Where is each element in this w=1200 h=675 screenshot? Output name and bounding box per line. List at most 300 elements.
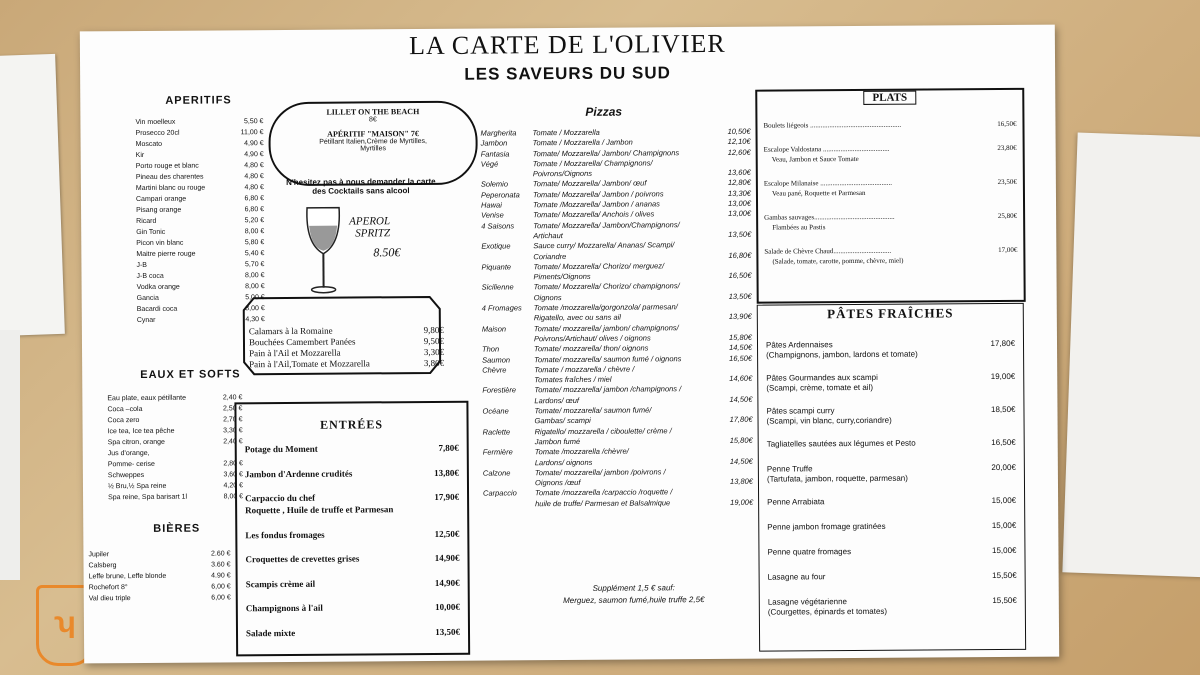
entree-item-name: Champignons à l'ail [245, 602, 323, 614]
plat-item [758, 211, 1023, 233]
snack-item-name: Pain à l'Ail et Mozzarella [249, 347, 341, 359]
biere-item-price: 6,00 € [211, 583, 231, 591]
pizza-name: Venise [481, 210, 504, 220]
aperitif-item-name: Vodka orange [136, 283, 180, 292]
aperitif-item [136, 182, 264, 194]
pizza-name: Peperonata [480, 190, 520, 200]
pate-item-price: 15,50€ [992, 570, 1017, 581]
entrees-list [237, 442, 468, 639]
plat-item [758, 177, 1023, 199]
spritz-label [349, 215, 390, 239]
entree-item-price: 17,90€ [434, 491, 460, 502]
pizzas-heading: Pizzas [585, 104, 623, 119]
pizza-name [482, 375, 534, 386]
pizza-name: Hawai [480, 200, 502, 210]
entree-item-name: Potage du Moment [244, 443, 318, 455]
pizza-desc: Gambas/ scampi [534, 416, 591, 426]
aperitif-item-name: Bacardi coca [136, 305, 178, 314]
pizza-desc: Sauce curry/ Mozzarella/ Ananas/ Scampi/ [533, 240, 675, 251]
snack-item-price: 3,80€ [423, 357, 445, 369]
pizza-desc: Oignons [533, 292, 562, 302]
plats-list [757, 119, 1023, 267]
pizza-row [483, 497, 753, 509]
aperitif-item-price: 5,50 € [243, 118, 264, 126]
biere-item-price: 6,00 € [211, 594, 231, 602]
soft-item-price: 2,40 € [223, 438, 243, 446]
aperitif-item [136, 259, 264, 271]
biere-item-name: Calsberg [88, 562, 117, 570]
pizza-name [482, 314, 534, 325]
aperitif-item-name: Martini blanc ou rouge [135, 184, 206, 193]
entree-item [237, 466, 467, 480]
plat-item-line [763, 119, 1016, 131]
pate-item-price: 20,00€ [991, 462, 1016, 473]
pizza-name: Végé [480, 159, 499, 169]
aperitif-item-price: 4,80 € [244, 184, 264, 192]
spritz-price: 8.50€ [373, 245, 401, 260]
pizza-price: 14,60€ [729, 373, 753, 384]
cocktail-note [261, 177, 461, 196]
aperitif-item-name: Pisang orange [136, 206, 182, 215]
aperitif-item-name: Kir [135, 151, 145, 160]
entree-item [237, 552, 467, 566]
pate-item-name: Lasagne végétarienne [767, 597, 848, 607]
pate-item [758, 405, 1023, 427]
pizza-price [717, 158, 751, 169]
entree-item-name: Croquettes de crevettes grises [245, 553, 360, 565]
pate-item [758, 372, 1023, 394]
aperitif-item [135, 116, 263, 128]
pizza-price [719, 425, 753, 436]
pizza-name: Calzone [482, 468, 511, 478]
pizza-price: 12,60€ [727, 147, 751, 157]
pizza-name: Raclette [482, 427, 511, 437]
soft-item-name: Schweppes [107, 471, 145, 480]
pizza-price [718, 322, 752, 333]
plat-item [758, 245, 1023, 267]
pizza-desc: Tomate/ Mozzarella/ Chorizo/ champignons/ [533, 281, 680, 292]
pate-item-line [767, 438, 1016, 450]
pizza-price: 10,50€ [727, 126, 751, 136]
plat-item [757, 119, 1022, 131]
pate-item-name: Tagliatelles sautées aux légumes et Pesto [766, 438, 916, 449]
aperitif-item [136, 204, 264, 216]
entrees-heading: ENTRÉES [319, 417, 384, 432]
pizza-desc: Tomate/ mozzarella/ thon/ oignons [534, 343, 649, 354]
pizza-price: 14,50€ [729, 456, 753, 466]
plat-item-name: Gambas sauvages.............................................. [764, 212, 895, 222]
entree-item-name: Scampis crème ail [245, 578, 316, 589]
aperitif-item-price: 11,00 € [240, 129, 264, 137]
pizza-desc: Tomate /mozzarella /carpaccio /roquette / [535, 487, 673, 498]
pizza-price: 14,50€ [729, 394, 753, 404]
snack-item-price: 9,50€ [423, 335, 445, 347]
pate-item [758, 339, 1023, 361]
aperitif-item [136, 149, 264, 161]
pizza-desc: Tomate/ Mozzarella/ Jambon / poivrons [532, 189, 664, 200]
entrees-box [234, 401, 470, 657]
aperitif-item-price: 8,00 € [244, 228, 265, 236]
pate-item-price: 15,00€ [991, 545, 1017, 556]
watermark-logo-icon: ʮ [36, 585, 94, 666]
pizza-price [719, 446, 753, 457]
pate-item-desc: (Scampi, vin blanc, curry,coriandre) [766, 415, 892, 426]
lillet-oval [268, 101, 478, 186]
entree-item [238, 625, 468, 639]
pizza-price: 15,80€ [728, 332, 752, 342]
pizza-name [482, 272, 534, 283]
pizza-name: Maison [481, 324, 507, 334]
soft-item-price: 2,40 € [222, 394, 243, 402]
pizza-desc: Jambon fumé [534, 436, 581, 447]
aperitif-item-price: 4,30 € [245, 316, 265, 324]
pizza-name: Fantasia [480, 149, 510, 159]
aperitif-item-name: Cynar [136, 316, 156, 325]
pizza-desc: Tomate/ Mozzarella/ Chorizo/ merguez/ [533, 261, 665, 272]
aperitif-item-name: Picon vin blanc [136, 239, 184, 248]
pizza-price [718, 384, 752, 395]
pizza-desc: Tomate/ mozzarella/ saumon fumé / oignons [534, 353, 682, 364]
supplement-line-2: Merguez, saumon fumé,huile truffe 2,5€ [563, 595, 705, 606]
pizza-name [483, 437, 535, 448]
pizza-price [717, 261, 751, 272]
pizza-name: Carpaccio [483, 488, 517, 498]
pizza-desc: Piments/Oignons [533, 272, 591, 282]
soft-item-price: 2,80 € [223, 460, 243, 468]
plat-item-desc: Veau, Jambon et Sauce Tomate [771, 154, 859, 164]
aperitif-item [136, 171, 264, 183]
biere-item-price: 2.60 € [210, 550, 231, 558]
pizza-name: Jambon [480, 138, 508, 148]
cocktail-note-line-1: N'hesitez pas à nous demander la carte [286, 176, 436, 187]
pizza-desc: Tomate /mozzarella/gorgonzola/ parmesan/ [533, 302, 678, 313]
aperitif-item-price: 5,70 € [244, 261, 265, 269]
pizza-desc: Tomate / Mozzarella/ Champignons/ [532, 158, 653, 169]
pizza-price: 12,80€ [727, 178, 751, 188]
pizza-desc: Tomate/ mozzarella/ jambon /champignons / [534, 384, 682, 395]
entree-item-price: 12,50€ [434, 528, 460, 539]
pizza-name: Fermière [482, 447, 513, 457]
aperitif-item-price: 8,00 € [245, 283, 265, 291]
entree-item-extra-text: Roquette , Huile de truffe et Parmesan [245, 504, 394, 516]
plat-item-name: Escalope Valdostana ...................................... [763, 144, 890, 154]
pate-item-price: 18,50€ [990, 404, 1016, 415]
pizzas-list [480, 127, 753, 510]
aperitif-item-name: Pineau des charentes [135, 173, 204, 182]
aperitif-item-price: 5,00 € [245, 294, 265, 302]
soft-item-name: ½ Bru,½ Spa reine [107, 482, 167, 491]
pizza-desc: Rigatello, avec ou sans ail [533, 312, 621, 323]
pate-item-line [767, 496, 1016, 508]
menu-subtitle: LES SAVEURS DU SUD [464, 63, 671, 84]
aperitif-item-price: 6,80 € [244, 206, 265, 214]
snacks-list [249, 325, 444, 370]
aperitif-item-name: Gin Tonic [136, 228, 166, 237]
spritz-line-2: SPRITZ [355, 227, 391, 240]
pizza-name [482, 293, 534, 304]
biere-item-name: Jupiler [88, 551, 110, 559]
lillet-title: LILLET ON THE BEACH [326, 107, 420, 117]
pate-item-name: Penne jambon fromage gratinées [767, 521, 886, 532]
pizza-name: Piquante [481, 262, 512, 272]
maison-desc-2: Myrtilles [360, 145, 386, 153]
pizza-price [719, 467, 753, 478]
aperitif-item [136, 193, 264, 205]
soft-item-price: 2,70 € [223, 416, 243, 424]
menu-title: LA CARTE DE L'OLIVIER [409, 28, 726, 61]
aperitif-item [137, 281, 265, 293]
pizza-price: 13,30€ [727, 188, 751, 198]
pizza-desc: Tomate/ Mozzarella/ Jambon/Champignons/ [533, 219, 680, 230]
soft-item-name: Spa reine, Spa barisart 1l [108, 493, 188, 502]
pizza-desc: Tomate/ Mozzarella/ Anchois / olives [533, 209, 655, 220]
pate-item-line [767, 521, 1016, 533]
aperitif-item-price: 4,90 € [244, 140, 264, 148]
aperitif-item-name: J-B [136, 261, 147, 270]
biere-item-name: Leffe brune, Leffe blonde [88, 572, 167, 581]
napkin [1062, 133, 1200, 578]
entree-item-name: Jambon d'Ardenne crudités [244, 468, 353, 479]
snack-item-price: 3,30€ [423, 346, 445, 358]
biere-item-price: 4.90 € [211, 572, 231, 580]
aperitif-item [136, 237, 264, 249]
pizza-desc: Poivrons/Oignons [532, 169, 593, 179]
aperitif-maison: APÉRITIF "MAISON" 7€ [327, 129, 419, 139]
plat-item-price: 23,80€ [997, 143, 1017, 153]
pizza-desc: Tomate / Mozzarella [532, 127, 600, 138]
pate-item-desc: (Courgettes, épinards et tomates) [767, 606, 888, 617]
pizza-price: 13,60€ [727, 167, 751, 178]
pizza-price: 13,80€ [729, 476, 753, 486]
pizza-name: Saumon [482, 354, 511, 365]
pate-item-price: 19,00€ [990, 371, 1016, 382]
pizza-name: Chèvre [482, 365, 507, 375]
pate-item-desc: (Tartufata, jambon, roquette, parmesan) [766, 473, 908, 484]
pizza-price [718, 302, 752, 313]
plat-item-price: 23,50€ [997, 177, 1017, 187]
pizza-name [482, 334, 534, 345]
menu-sheet [80, 25, 1059, 664]
pizza-desc: Tomate/ Mozzarella/ Jambon/ Champignons [532, 147, 680, 158]
pizza-name [483, 458, 535, 469]
plat-item [758, 143, 1023, 165]
pate-item-name: Lasagne au four [767, 572, 826, 582]
entree-item [238, 576, 468, 590]
pate-item-price: 15,00€ [991, 520, 1017, 531]
soft-item-name: Jus d'orange, [107, 449, 150, 458]
snack-item [249, 358, 444, 370]
entree-item-name: Carpaccio du chef [245, 492, 316, 504]
entree-item-price: 14,90€ [434, 577, 460, 588]
entree-item-price: 14,90€ [434, 552, 460, 563]
aperitif-item-name: J-B coca [136, 272, 164, 281]
pizza-price: 12,10€ [727, 137, 751, 147]
pizza-desc: Tomate /mozzarella /chèvre/ [534, 446, 629, 457]
pizza-desc: Artichaut [533, 231, 563, 241]
pizza-price: 13,90€ [728, 312, 752, 322]
pizza-desc: Coriandre [533, 251, 567, 261]
aperitif-item-name: Gancia [136, 294, 159, 303]
pizza-price [718, 281, 752, 292]
pizza-desc: Lardons/ oignons [534, 457, 593, 467]
soft-item-price: 3,30 € [223, 427, 243, 435]
aperitif-item-name: Moscato [135, 140, 163, 149]
wine-glass-icon [303, 204, 344, 296]
pate-item-name: Pâtes Ardennaises [765, 340, 833, 350]
soft-item-price: 3,60 € [223, 471, 243, 479]
pizza-desc: Tomate/ mozzarella/ saumon fumé/ [534, 405, 652, 416]
supplement-line-1: Supplément 1,5 € sauf: [592, 583, 675, 593]
entree-item-name: Salade mixte [245, 627, 296, 638]
aperitif-item-name: Maitre pierre rouge [136, 250, 196, 259]
pizza-desc: Tomate/ mozzarella/ jambon/ champignons/ [533, 322, 679, 333]
pate-item-name: Penne Arrabiata [767, 497, 825, 507]
pizza-desc: Tomate /Mozzarella/ Jambon / ananas [532, 199, 660, 210]
plat-item-desc: Veau pané, Roquette et Parmesan [771, 188, 866, 198]
biere-item-name: Val dieu triple [88, 595, 131, 603]
softs-heading: EAUX ET SOFTS [140, 368, 241, 381]
bieres-heading: BIÈRES [153, 522, 201, 535]
spritz-line-1: APEROL [349, 215, 391, 228]
soft-item-name: Coca –cola [107, 405, 143, 414]
pate-item [760, 571, 1025, 583]
pates-box [757, 303, 1026, 652]
aperitif-item [136, 248, 264, 260]
lillet-price: 8€ [368, 116, 377, 124]
plat-item-name: Escalope Milanaise ......................................... [763, 178, 893, 188]
pates-heading: PÂTES FRAÎCHES [827, 305, 954, 322]
pate-item [760, 596, 1025, 618]
pizza-name [481, 169, 533, 180]
pizza-desc: Tomate / Mozzarella / Jambon [532, 137, 633, 148]
soft-item-name: Spa citron, orange [107, 438, 165, 447]
pates-list [758, 339, 1025, 618]
pizza-price: 17,80€ [729, 415, 753, 425]
aperitif-item-price: 4,90 € [244, 151, 264, 159]
aperitif-item-price: 6,80 € [244, 195, 265, 203]
aperitif-item-name: Campari orange [135, 195, 187, 204]
entree-item-price: 7,80€ [438, 442, 459, 453]
pate-item [759, 438, 1024, 450]
pate-item [759, 463, 1024, 485]
pizza-desc: huile de truffe/ Parmesan et Balsalmique [535, 497, 671, 508]
pizza-name [481, 231, 533, 242]
plats-heading [757, 91, 1022, 105]
pizza-price: 16,50€ [729, 353, 753, 363]
paper-sheet-left [0, 54, 65, 336]
pate-item-price: 17,80€ [990, 338, 1016, 349]
cocktail-note-line-2: des Cocktails sans alcool [312, 186, 410, 196]
biere-item-price: 3.60 € [211, 561, 231, 569]
entree-item-name: Les fondus fromages [245, 529, 325, 540]
plat-item-name: Boulets liégeois .................................................... [763, 120, 902, 130]
snack-item-name: Pain à l'Ail,Tomate et Mozzarella [249, 358, 370, 370]
plat-item-price: 25,80€ [997, 211, 1018, 221]
aperitif-item-price: 5,40 € [244, 250, 265, 258]
pizza-price: 19,00€ [730, 497, 754, 507]
pizza-name: Sicilienne [481, 282, 514, 293]
pizza-desc: Lardons/ œuf [534, 395, 580, 405]
pizza-name [483, 478, 535, 489]
pizza-price [718, 405, 752, 416]
pizza-price: 13,50€ [728, 229, 752, 239]
plat-item-desc: Flambées au Pastis [772, 223, 826, 232]
pate-item [759, 496, 1024, 508]
aperitif-item-price: 5,20 € [244, 217, 265, 225]
pizza-desc: Rigatello/ mozzarella / ciboulette/ crème / [534, 425, 672, 436]
pizza-price: 16,80€ [728, 250, 752, 260]
pizza-name: 4 Fromages [481, 303, 522, 313]
pizza-price [717, 240, 751, 251]
pate-item-name: Pâtes Gourmandes aux scampi [766, 372, 878, 383]
pizza-desc: Poivrons/Artichaut/ olives / oignons [533, 333, 651, 344]
soft-item [108, 491, 243, 503]
aperitif-item-name: Prosecco 20cl [135, 129, 180, 138]
snack-item-name: Bouchées Camembert Panées [248, 336, 356, 348]
pate-item-name: Penne Truffe [766, 464, 813, 474]
entree-item-extra [237, 503, 467, 517]
pizza-desc: Tomate / mozzarella / chèvre / [534, 364, 635, 375]
plat-item-price: 16,50€ [997, 119, 1017, 129]
pizza-name [483, 499, 535, 510]
soft-item-name: Eau plate, eaux pétillante [107, 394, 187, 403]
plats-box [755, 88, 1025, 304]
aperitif-item [136, 270, 264, 282]
pizza-desc: Tomate/ mozzarella/ jambon /poivrons / [534, 467, 666, 478]
soft-item-name: Pomme- cerise [107, 460, 155, 469]
pate-item-name: Pâtes scampi curry [766, 406, 835, 416]
pizza-name: Forestière [482, 385, 517, 396]
aperitif-item [136, 160, 264, 172]
aperitif-item [136, 226, 264, 238]
pizza-price: 13,00€ [728, 198, 752, 208]
soft-item-name: Coca zero [107, 417, 140, 425]
pizza-name [482, 396, 534, 407]
pizza-name: Thon [482, 344, 500, 354]
pizza-price [718, 364, 752, 375]
pate-item-price: 15,50€ [992, 595, 1017, 606]
entree-item [237, 527, 467, 541]
pizza-price: 15,80€ [729, 435, 753, 445]
plats-heading-text: PLATS [863, 91, 916, 105]
pizza-name [483, 417, 535, 428]
entree-item-price: 13,80€ [434, 467, 459, 478]
pizza-name: Océane [482, 406, 509, 416]
pizza-price: 16,50€ [728, 270, 752, 281]
pizza-price [717, 219, 751, 230]
pate-item-price: 15,00€ [991, 495, 1017, 506]
aperitifs-heading: APERITIFS [165, 94, 232, 107]
pizza-supplement [514, 582, 754, 608]
pate-item-desc: (Champignons, jambon, lardons et tomate) [766, 349, 918, 360]
maison-desc-1: Pétillant Italien,Crème de Myrtilles, [319, 137, 427, 146]
pate-item-desc: (Scampi, crème, tomate et ail) [766, 382, 874, 393]
paper-sheet-left-lower [0, 330, 20, 580]
pizza-desc: Oignons /œuf [534, 478, 581, 488]
pizza-desc: Tomates fraîches / miel [534, 374, 612, 385]
aperitif-item-price: 5,80 € [244, 239, 265, 247]
biere-item-name: Rochefort 8° [88, 584, 128, 592]
aperitif-item [135, 127, 263, 139]
pizza-price [719, 487, 753, 498]
entree-item [237, 442, 467, 456]
soft-item-price: 8,00 € [223, 493, 244, 501]
pizza-name: 4 Saisons [481, 221, 515, 231]
aperitifs-list [135, 116, 264, 326]
soft-item-name: Ice tea, Ice tea pêche [107, 427, 175, 436]
aperitif-item [136, 215, 264, 227]
plat-item-name: Salade de Chèvre Chaud................................. [764, 246, 892, 256]
